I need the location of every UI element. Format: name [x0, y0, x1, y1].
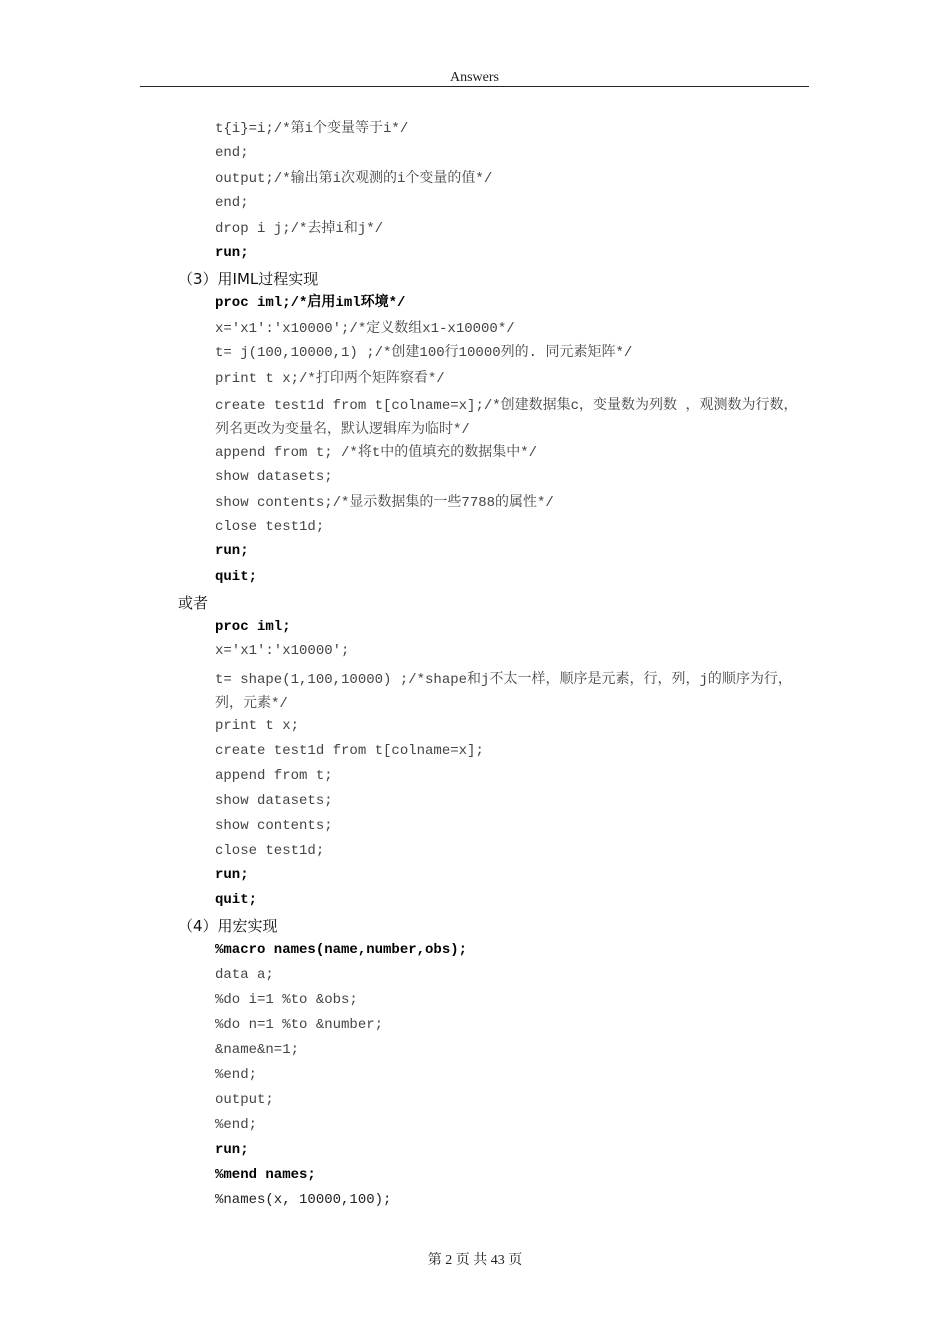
- code-line: %do i=1 %to &obs;: [215, 992, 358, 1008]
- code-line: %do n=1 %to &number;: [215, 1017, 384, 1033]
- code-line: show contents;: [215, 818, 333, 834]
- code-line: run;: [215, 1142, 249, 1158]
- code-line: run;: [215, 245, 249, 261]
- code-line: x='x1':'x10000';/*定义数组x1-x10000*/: [215, 321, 515, 337]
- code-line: &name&n=1;: [215, 1042, 300, 1058]
- code-line: quit;: [215, 569, 258, 585]
- code-line: show datasets;: [215, 469, 333, 485]
- code-line: t= shape(1,100,10000) ;/*shape和j不太一样，顺序是元素，行，列，j的顺序为行，列，元素*/: [215, 672, 792, 712]
- code-line: proc iml;: [215, 619, 291, 635]
- section-heading: 或者: [178, 594, 209, 612]
- code-line: create test1d from t[colname=x];/*创建数据集c，变量数为列数 ，观测数为行数，列名更改为变量名，默认逻辑库为临时*/: [215, 398, 798, 438]
- page-footer: 第 2 页 共 43 页: [427, 1253, 523, 1268]
- code-line: end;: [215, 195, 249, 211]
- code-line: show datasets;: [215, 793, 333, 809]
- code-line: end;: [215, 145, 249, 161]
- code-line: close test1d;: [215, 519, 325, 535]
- code-line: append from t;: [215, 768, 333, 784]
- code-line: run;: [215, 867, 249, 883]
- code-line: %names(x, 10000,100);: [215, 1192, 392, 1208]
- code-line: output;: [215, 1092, 274, 1108]
- code-line: t= j(100,10000,1) ;/*创建100行10000列的. 同元素矩阵*/: [215, 345, 633, 361]
- code-line: print t x;: [215, 718, 300, 734]
- section-heading: （4）用宏实现: [178, 917, 278, 935]
- code-line: %end;: [215, 1117, 258, 1133]
- code-line: show contents;/*显示数据集的一些7788的属性*/: [215, 495, 554, 511]
- code-line: print t x;/*打印两个矩阵察看*/: [215, 371, 445, 387]
- code-line: run;: [215, 543, 249, 559]
- code-line: proc iml;/*启用iml环境*/: [215, 295, 406, 311]
- code-line: drop i j;/*去掉i和j*/: [215, 221, 384, 237]
- code-line: quit;: [215, 892, 258, 908]
- code-line: output;/*输出第i次观测的i个变量的值*/: [215, 171, 493, 187]
- page-header: Answers: [450, 70, 499, 85]
- code-line: %mend names;: [215, 1167, 316, 1183]
- code-line: data a;: [215, 967, 274, 983]
- code-line: x='x1':'x10000';: [215, 643, 350, 659]
- code-line: %end;: [215, 1067, 258, 1083]
- code-line: t{i}=i;/*第i个变量等于i*/: [215, 121, 409, 137]
- code-line: create test1d from t[colname=x];: [215, 743, 484, 759]
- code-line: close test1d;: [215, 843, 325, 859]
- code-line: append from t; /*将t中的值填充的数据集中*/: [215, 445, 538, 461]
- code-line: %macro names(name,number,obs);: [215, 942, 468, 958]
- section-heading: （3）用IML过程实现: [178, 270, 319, 288]
